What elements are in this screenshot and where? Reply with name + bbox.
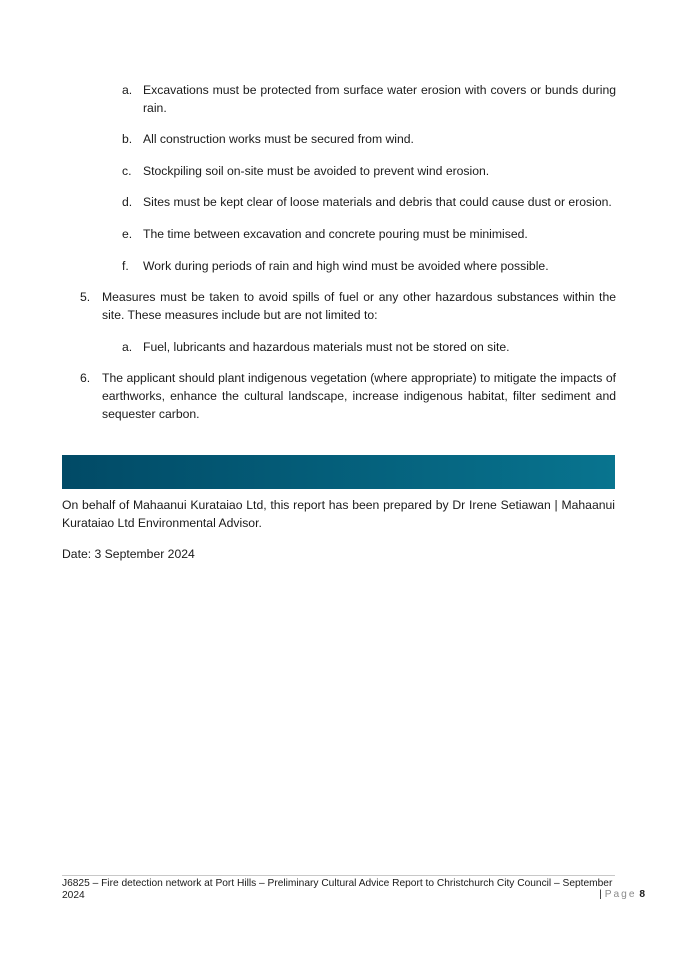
list-item-text: The time between excavation and concrete pouring must be minimised. — [143, 227, 528, 241]
page-label: Page — [604, 889, 637, 900]
list-marker: d. — [122, 195, 133, 209]
footer-divider — [62, 875, 615, 876]
list-marker: f. — [122, 259, 129, 273]
footer-text: J6825 – Fire detection network at Port Hills – Preliminary Cultural Advice Report to Christchurch City Council – September 2024 — [62, 878, 613, 901]
list-item — [122, 338, 616, 356]
numbered-item-6 — [80, 369, 616, 423]
list-item-text: All construction works must be secured from wind. — [143, 132, 414, 146]
page-number — [599, 889, 645, 901]
list-item — [122, 257, 616, 275]
numbered-item-5 — [80, 288, 616, 324]
list-marker: c. — [122, 164, 132, 178]
list-item — [122, 130, 616, 148]
list-item-text: Work during periods of rain and high wind must be avoided where possible. — [143, 259, 549, 273]
list-item-text: Fuel, lubricants and hazardous materials must not be stored on site. — [143, 340, 510, 354]
list-item-text: Excavations must be protected from surface water erosion with covers or bunds during rain. — [143, 83, 616, 115]
list-item — [122, 162, 616, 180]
list-item-text: Sites must be kept clear of loose materials and debris that could cause dust or erosion. — [143, 195, 612, 209]
list-marker: a. — [122, 340, 133, 354]
list-marker: a. — [122, 83, 133, 97]
signoff-paragraph: On behalf of Mahaanui Kurataiao Ltd, this report has been prepared by Dr Irene Setiawan | Mahaanui Kurataiao Ltd Environmental Advisor. — [62, 498, 615, 530]
list-marker: e. — [122, 227, 133, 241]
section-banner — [62, 455, 615, 489]
list-item — [122, 225, 616, 243]
list-marker: b. — [122, 132, 133, 146]
list-item — [122, 81, 616, 117]
list-number: 5. — [80, 290, 91, 304]
list-item-text: Stockpiling soil on-site must be avoided to prevent wind erosion. — [143, 164, 490, 178]
report-date: Date: 3 September 2024 — [62, 547, 195, 561]
list-item-text: Measures must be taken to avoid spills of fuel or any other hazardous substances within the site. These measures include but are not limited to: — [102, 290, 616, 322]
page-separator: | — [599, 889, 602, 900]
list-item-text: The applicant should plant indigenous vegetation (where appropriate) to mitigate the impacts of earthworks, enhance the cultural landscape, increase indigenous habitat, filter sediment and sequester carbon. — [102, 371, 616, 421]
list-item — [122, 193, 616, 211]
page-number-value: 8 — [639, 889, 645, 900]
list-number: 6. — [80, 371, 91, 385]
